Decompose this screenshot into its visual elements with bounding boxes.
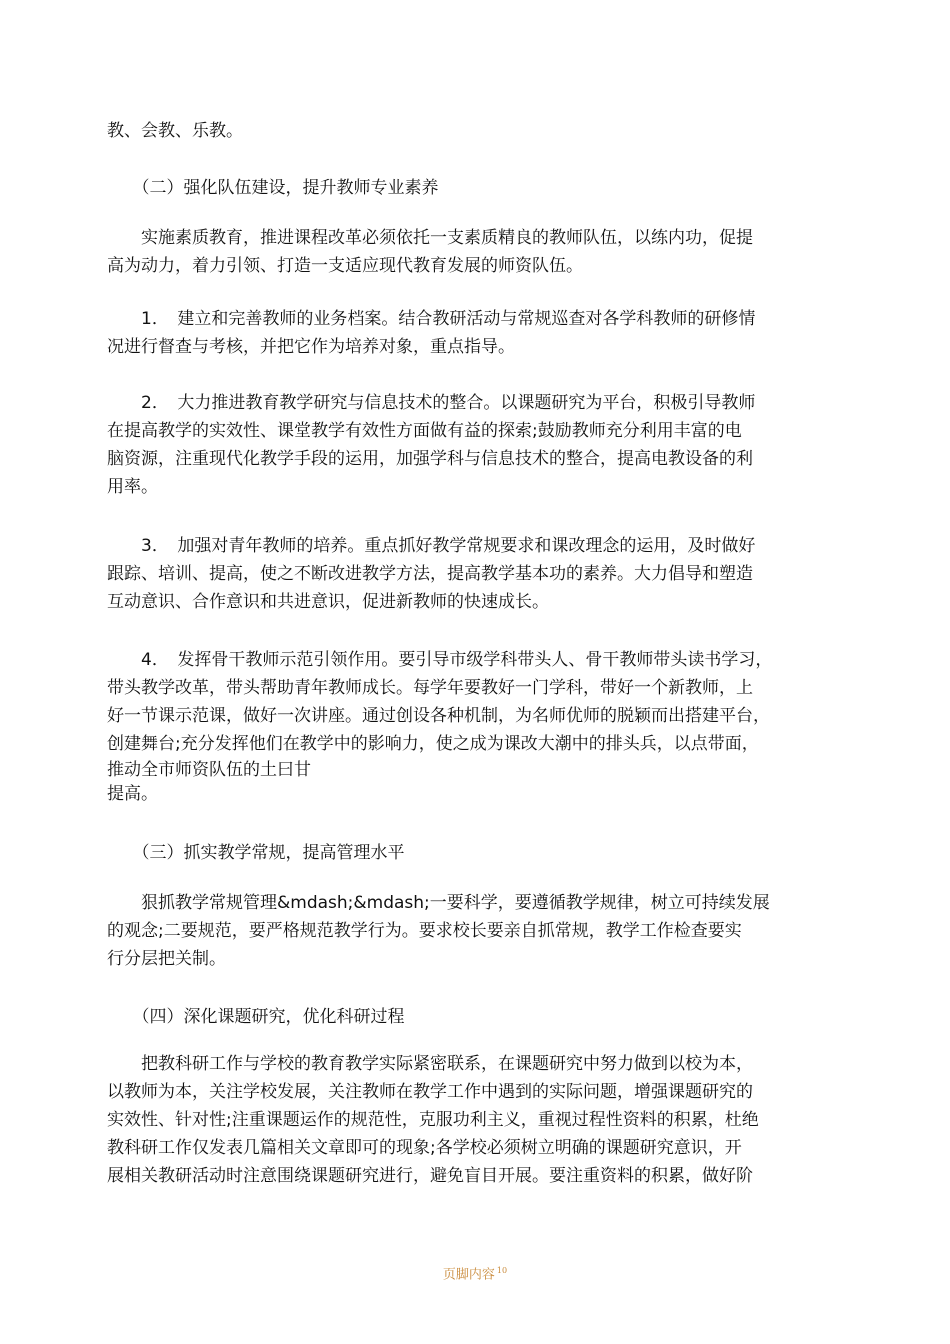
paragraph-routine xyxy=(107,889,842,973)
text-line: 教科研工作仅发表几篇相关文章即可的现象;各学校必须树立明确的课题研究意识，开 xyxy=(107,1138,742,1158)
page-number: 10 xyxy=(496,1266,508,1275)
page-footer xyxy=(0,1262,950,1284)
text-line: 互动意识、合作意识和共进意识，促进新教师的快速成长。 xyxy=(107,592,549,612)
section-heading-3 xyxy=(107,839,842,867)
text-line: （二）强化队伍建设，提升教师专业素养 xyxy=(107,178,439,198)
paragraph-item-2 xyxy=(107,389,842,501)
text-line: 在提高教学的实效性、课堂教学有效性方面做有益的探索;鼓励教师充分利用丰富的电 xyxy=(107,421,742,441)
text-line: 好一节课示范课，做好一次讲座。通过创设各种机制，为名师优师的脱颖而出搭建平台， xyxy=(107,706,770,726)
text-line: 况进行督查与考核，并把它作为培养对象，重点指导。 xyxy=(107,337,515,357)
text-line: 跟踪、培训、提高，使之不断改进教学方法，提高教学基本功的素养。大力倡导和塑造 xyxy=(107,564,753,584)
paragraph-research xyxy=(107,1050,842,1190)
text-line: 脑资源，注重现代化教学手段的运用，加强学科与信息技术的整合，提高电教设备的利 xyxy=(107,449,753,469)
text-line: 4． 发挥骨干教师示范引领作用。要引导市级学科带头人、骨干教师带头读书学习， xyxy=(107,650,773,670)
text-line: 展相关教研活动时注意围绕课题研究进行，避免盲目开展。要注重资料的积累，做好阶 xyxy=(107,1166,753,1186)
text-line: 提高。 xyxy=(107,784,158,804)
text-line: 推动全市师资队伍的土曰甘 xyxy=(107,760,311,780)
paragraph-ending xyxy=(107,117,842,145)
paragraph-item-1 xyxy=(107,305,842,361)
text-line: 实施素质教育，推进课程改革必须依托一支素质精良的教师队伍，以练内功，促提 xyxy=(107,228,753,248)
text-line: 2． 大力推进教育教学研究与信息技术的整合。以课题研究为平台，积极引导教师 xyxy=(107,393,756,413)
paragraph-item-4 xyxy=(107,646,842,806)
text-line: 的观念;二要规范，要严格规范教学行为。要求校长要亲自抓常规，教学工作检查要实 xyxy=(107,921,742,941)
paragraph-intro xyxy=(107,224,842,280)
text-line: （三）抓实教学常规，提高管理水平 xyxy=(107,843,405,863)
section-heading-2 xyxy=(107,174,842,202)
text-line: 实效性、针对性;注重课题运作的规范性，克服功利主义，重视过程性资料的积累，杜绝 xyxy=(107,1110,759,1130)
text-line: 用率。 xyxy=(107,477,158,497)
text-line: 把教科研工作与学校的教育教学实际紧密联系，在课题研究中努力做到以校为本， xyxy=(107,1054,753,1074)
text-line: 3． 加强对青年教师的培养。重点抓好教学常规要求和课改理念的运用，及时做好 xyxy=(107,536,756,556)
text-line: 带头教学改革，带头帮助青年教师成长。每学年要教好一门学科，带好一个新教师，上 xyxy=(107,678,753,698)
footer-text: 页脚内容 xyxy=(442,1267,495,1283)
text-line: 高为动力，着力引领、打造一支适应现代教育发展的师资队伍。 xyxy=(107,256,583,276)
text-line: 行分层把关制。 xyxy=(107,949,226,969)
paragraph-item-3 xyxy=(107,532,842,616)
text-line: （四）深化课题研究，优化科研过程 xyxy=(107,1007,405,1027)
text-line: 狠抓教学常规管理&mdash;&mdash;一要科学，要遵循教学规律，树立可持续发展 xyxy=(107,893,770,913)
text-line: 创建舞台;充分发挥他们在教学中的影响力，使之成为课改大潮中的排头兵，以点带面， xyxy=(107,734,759,754)
text-line: 以教师为本，关注学校发展，关注教师在教学工作中遇到的实际问题，增强课题研究的 xyxy=(107,1082,753,1102)
text-line: 教、会教、乐教。 xyxy=(107,121,243,141)
text-line: 1． 建立和完善教师的业务档案。结合教研活动与常规巡查对各学科教师的研修情 xyxy=(107,309,756,329)
section-heading-4 xyxy=(107,1003,842,1031)
